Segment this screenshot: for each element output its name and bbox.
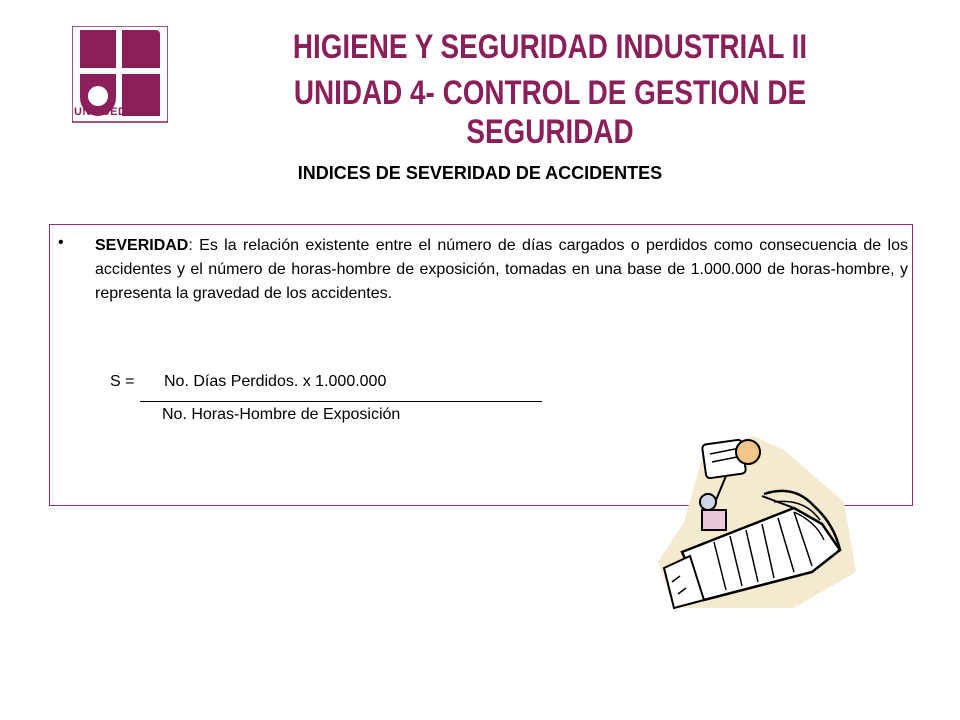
formula-lhs: S =: [110, 373, 135, 390]
definition-paragraph: [95, 234, 908, 306]
formula-numerator: No. Días Perdidos. x 1.000.000: [164, 373, 387, 390]
fraction-bar: [140, 401, 542, 402]
definition-term: SEVERIDAD: [95, 237, 189, 254]
header-title-line2: UNIDAD 4- CONTROL DE GESTION DE SEGURIDAD: [293, 74, 807, 151]
section-title: INDICES DE SEVERIDAD DE ACCIDENTES: [297, 163, 663, 183]
definition-body: : Es la relación existente entre el número de días cargados o perdidos como consecuencia de los accidentes y el número de horas-hombre de exposición, tomadas en una base de 1.000.000 de horas-hombre, y representa la gravedad de los accidentes.: [95, 237, 908, 302]
formula-denominator: No. Horas-Hombre de Exposición: [162, 406, 401, 423]
logo-text: UNIOJEDA: [74, 106, 135, 118]
header-title-line1: HIGIENE Y SEGURIDAD INDUSTRIAL II: [292, 28, 808, 66]
bullet-dot: •: [58, 234, 64, 251]
bandaged-arm-illustration: [644, 432, 864, 612]
